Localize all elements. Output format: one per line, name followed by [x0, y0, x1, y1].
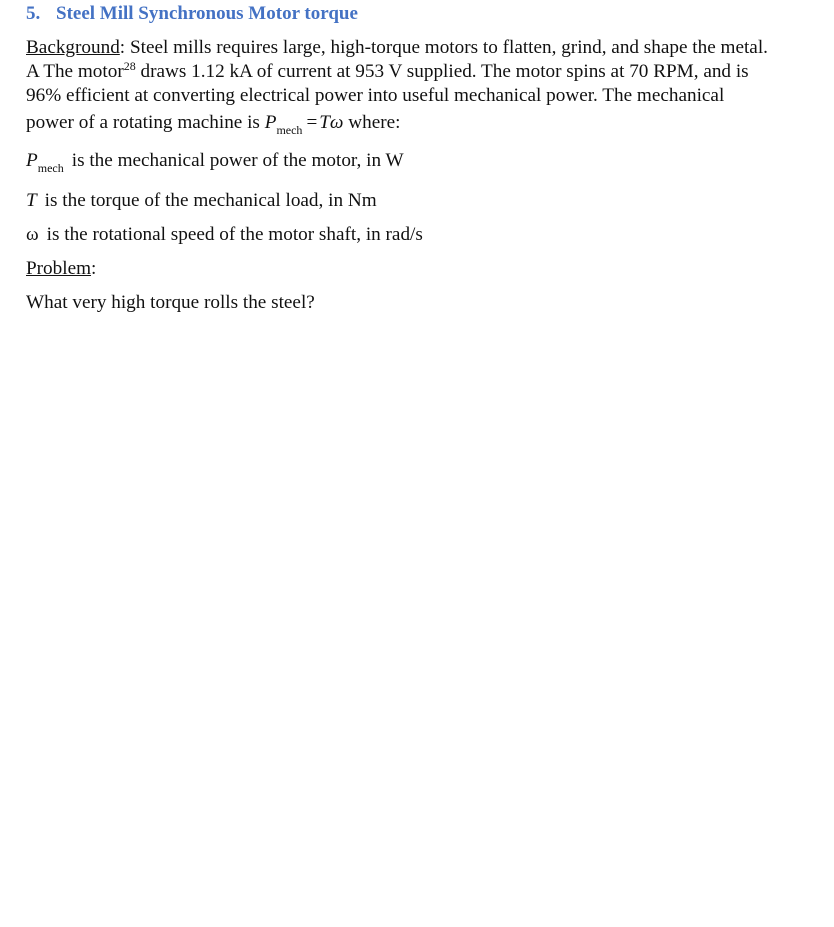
- equation-equals: =: [306, 112, 318, 133]
- background-colon: :: [119, 37, 126, 58]
- background-line-4-start: power of a rotating machine is: [26, 112, 265, 133]
- background-line-2-start: A The motor: [26, 61, 124, 82]
- definition-power: [26, 150, 404, 175]
- power-symbol: P: [26, 150, 38, 171]
- torque-symbol: T: [26, 190, 37, 211]
- omega-symbol: ω: [26, 224, 39, 245]
- definition-torque: [26, 190, 377, 212]
- equation-rhs: Tω: [319, 112, 344, 133]
- section-heading: [26, 3, 358, 25]
- equation-p-symbol: P: [264, 112, 277, 133]
- equation-p-subscript: mech: [276, 123, 303, 137]
- power-equation: [264, 112, 344, 137]
- power-subscript: mech: [37, 161, 64, 175]
- footnote-reference[interactable]: 28: [123, 59, 136, 73]
- problem-colon: :: [91, 258, 97, 279]
- definition-speed-text: is the rotational speed of the motor shaft, in rad/s: [46, 224, 423, 245]
- background-line-2: [26, 60, 826, 84]
- background-line-4: [26, 111, 826, 135]
- definition-power-symbol: [26, 150, 64, 175]
- background-line-4-end: where:: [343, 112, 401, 133]
- problem-question: What very high torque rolls the steel?: [26, 292, 315, 313]
- section-number: 5.: [26, 3, 41, 24]
- definition-speed: [26, 224, 423, 246]
- background-paragraph: [26, 36, 826, 135]
- problem-label-row: [26, 258, 96, 280]
- definition-power-text: is the mechanical power of the motor, in W: [71, 150, 404, 171]
- background-line-2-text: draws 1.12 kA of current at 953 V supplied. The motor spins at 70 RPM, and is: [135, 61, 749, 82]
- section-title: Steel Mill Synchronous Motor torque: [56, 3, 358, 24]
- definition-torque-text: is the torque of the mechanical load, in Nm: [44, 190, 377, 211]
- background-line-1-text: Steel mills requires large, high-torque motors to flatten, grind, and shape the metal.: [125, 37, 768, 58]
- problem-label: Problem: [26, 258, 92, 279]
- background-label: Background: [26, 37, 120, 58]
- background-line-1: [26, 36, 826, 60]
- background-line-3: 96% efficient at converting electrical power into useful mechanical power. The mechanical: [26, 85, 725, 106]
